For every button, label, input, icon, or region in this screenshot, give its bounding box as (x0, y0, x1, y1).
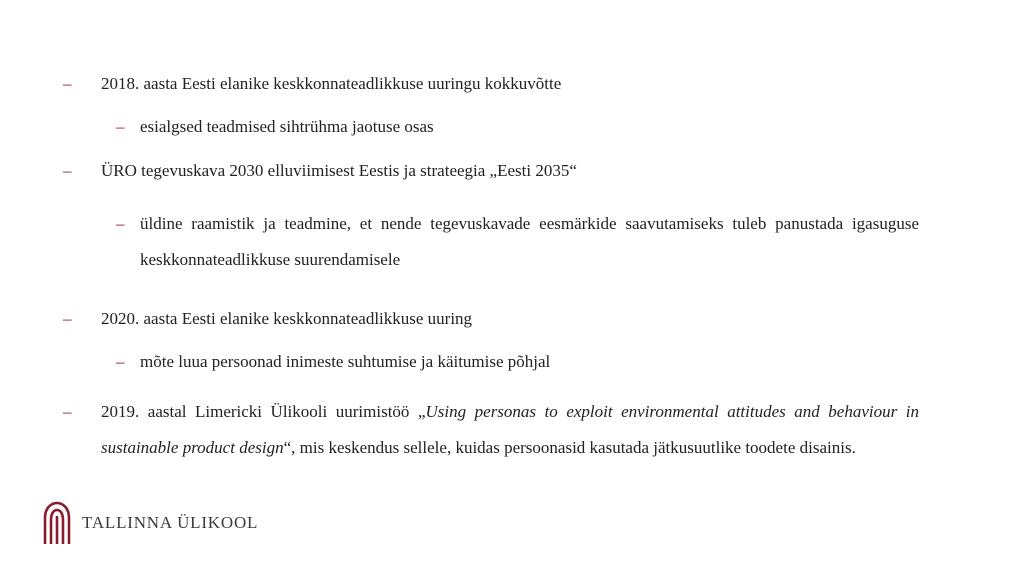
bullet-marker: – (63, 161, 72, 180)
bullet-marker: – (63, 402, 72, 421)
research-prefix: 2019. aastal Limericki Ülikooli uurimistöö „ (101, 402, 426, 421)
bullet-marker: – (63, 74, 72, 93)
bullet-uro-agenda-2030: ÜRO tegevuskava 2030 elluviimisest Eestis ja strateegia „Eesti 2035“ (101, 161, 577, 180)
tallinn-university-arch-icon (42, 500, 72, 546)
research-suffix: “, mis keskendus sellele, kuidas persoonasid kasutada jätkusuutlike toodete disainis. (283, 438, 856, 457)
sub-bullet-marker: – (116, 117, 125, 136)
sub-bullet-marker: – (116, 352, 125, 371)
research-title: Using personas to exploit environmental attitudes and behaviour in sustainable product design (101, 402, 919, 457)
sub-bullet-marker: – (116, 214, 125, 233)
sub-bullet-personas-idea: mõte luua persoonad inimeste suhtumise ja käitumise põhjal (140, 352, 551, 371)
sub-bullet-general-framework: üldine raamistik ja teadmine, et nende tegevuskavade eesmärkide saavutamiseks tuleb panustada igasuguse keskkonnateadlikkuse suurendamisele (140, 214, 919, 269)
bullet-limerick-research (101, 394, 919, 466)
bullet-2018-survey-summary: 2018. aasta Eesti elanike keskkonnateadlikkuse uuringu kokkuvõtte (101, 74, 562, 93)
university-logo (42, 500, 258, 546)
bullet-marker: – (63, 309, 72, 328)
university-name: TALLINNA ÜLIKOOL (82, 513, 259, 532)
bullet-2020-survey: 2020. aasta Eesti elanike keskkonnateadlikkuse uuring (101, 309, 473, 328)
sub-bullet-target-group: esialgsed teadmised sihtrühma jaotuse osas (140, 117, 434, 136)
